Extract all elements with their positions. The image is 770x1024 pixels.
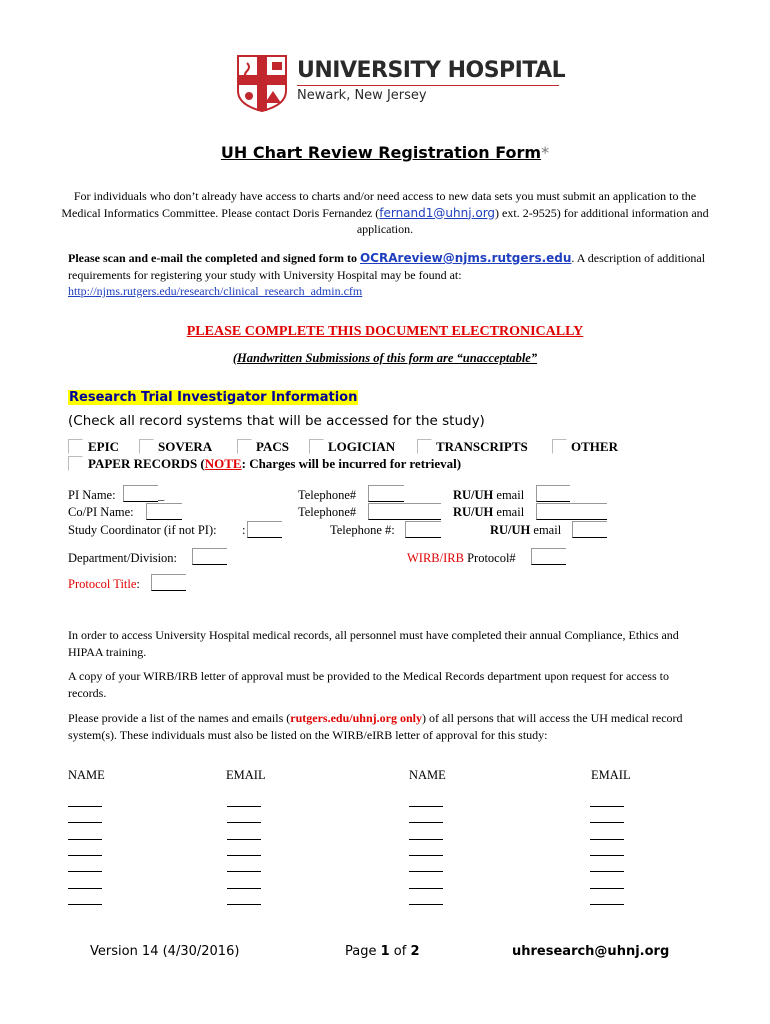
pi-email-label: RU/UH email — [453, 488, 525, 502]
handwritten-warning: (Handwritten Submissions of this form are “unacceptable” — [232, 351, 538, 365]
submit-email-link[interactable]: OCRAreview@njms.rutgers.edu — [359, 251, 572, 265]
hospital-emblem-icon — [235, 53, 289, 113]
email-line-1[interactable] — [227, 822, 261, 823]
allowed-domains: rutgers.edu/uhnj.org only — [290, 711, 422, 725]
copi-name-label: Co/PI Name: — [68, 505, 134, 519]
form-title-text: UH Chart Review Registration Form — [220, 143, 542, 162]
form-title-asterisk: * — [541, 143, 550, 162]
email-line-1[interactable] — [227, 888, 261, 889]
name-line-1[interactable] — [68, 855, 102, 856]
footer-page-number: Page 1 of 2 — [345, 944, 420, 959]
pi-name-underscore: _ — [158, 488, 165, 502]
protocol-title-label: Protocol Title: — [68, 577, 140, 591]
training-requirement-text: In order to access University Hospital medical records, all personnel must have completed their annual Compliance, Ethics and HIPAA training. — [68, 628, 679, 659]
coordinator-telephone-field[interactable] — [405, 521, 441, 538]
pi-telephone-label: Telephone# — [298, 488, 357, 502]
email-line-2[interactable] — [590, 871, 624, 872]
email-line-1[interactable] — [227, 904, 261, 905]
form-title — [0, 143, 770, 162]
protocol-title-field[interactable] — [151, 574, 186, 591]
contact-email-link[interactable]: fernand1@uhnj.org — [379, 205, 496, 220]
protocol-number-field[interactable] — [531, 548, 566, 565]
email-line-1[interactable] — [227, 806, 261, 807]
approval-letter-text: A copy of your WIRB/IRB letter of approval must be provided to the Medical Records department upon request for access to records. — [68, 669, 669, 700]
copi-email-field[interactable] — [536, 503, 607, 520]
pi-name-field[interactable] — [123, 485, 158, 502]
coordinator-field[interactable] — [247, 521, 282, 538]
other-checkbox[interactable] — [552, 439, 567, 454]
transcripts-label: TRANSCRIPTS — [436, 439, 528, 454]
email-line-1[interactable] — [227, 871, 261, 872]
electronic-warning: PLEASE COMPLETE THIS DOCUMENT ELECTRONICALLY — [186, 324, 584, 339]
copi-email-label: RU/UH email — [453, 505, 525, 519]
intro-text-2: ) ext. 2-9525) for additional information and application. — [356, 205, 709, 236]
intro-text-1: For individuals who don’t already have access to charts and/or need access to new data sets you must submit an application to the Medical Informatics Committee. Please contact Doris Fernandez ( — [61, 189, 697, 220]
paper-records-label: PAPER RECORDS (NOTE: Charges will be incurred for retrieval) — [88, 456, 462, 471]
name-column-header-2: NAME — [409, 768, 446, 782]
name-line-1[interactable] — [68, 839, 102, 840]
intro-paragraph — [60, 188, 710, 238]
university-hospital-logo — [235, 53, 565, 113]
name-line-1[interactable] — [68, 904, 102, 905]
name-line-2[interactable] — [409, 871, 443, 872]
coordinator-email-field[interactable] — [572, 521, 607, 538]
name-line-2[interactable] — [409, 904, 443, 905]
email-line-2[interactable] — [590, 839, 624, 840]
logician-label: LOGICIAN — [328, 439, 396, 454]
submit-bold-text: Please scan and e-mail the completed and signed form to — [68, 251, 360, 265]
coordinator-telephone-label: Telephone #: — [330, 523, 395, 537]
sovera-label: SOVERA — [158, 439, 213, 454]
email-column-header-2: EMAIL — [591, 768, 631, 782]
pi-telephone-field[interactable] — [368, 485, 404, 502]
copi-telephone-label: Telephone# — [298, 505, 357, 519]
name-line-1[interactable] — [68, 822, 102, 823]
email-line-1[interactable] — [227, 839, 261, 840]
name-line-2[interactable] — [409, 888, 443, 889]
personnel-list-instructions: Please provide a list of the names and emails (rutgers.edu/uhnj.org only) of all persons that will access the UH medical record system(s). These individuals must also be listed on the WIRB/eIRB letter of approval for this study: — [68, 711, 683, 742]
name-line-1[interactable] — [68, 888, 102, 889]
pi-name-label: PI Name: — [68, 488, 116, 502]
transcripts-checkbox[interactable] — [417, 439, 432, 454]
name-line-2[interactable] — [409, 839, 443, 840]
name-line-2[interactable] — [409, 855, 443, 856]
department-field[interactable] — [192, 548, 227, 565]
footer-email: uhresearch@uhnj.org — [512, 944, 670, 959]
name-line-1[interactable] — [68, 806, 102, 807]
email-line-2[interactable] — [590, 904, 624, 905]
pi-email-field[interactable] — [536, 485, 570, 502]
email-line-2[interactable] — [590, 806, 624, 807]
footer-version: Version 14 (4/30/2016) — [90, 944, 240, 959]
paper-records-note: NOTE — [204, 456, 242, 471]
email-line-1[interactable] — [227, 855, 261, 856]
name-line-2[interactable] — [409, 806, 443, 807]
submit-instructions — [68, 250, 708, 300]
coordinator-label: Study Coordinator (if not PI): — [68, 523, 217, 537]
name-line-2[interactable] — [409, 822, 443, 823]
epic-checkbox[interactable] — [68, 439, 83, 454]
email-line-2[interactable] — [590, 822, 624, 823]
department-label: Department/Division: — [68, 551, 178, 565]
protocol-number-label: WIRB/IRB Protocol# — [407, 551, 516, 565]
copi-name-field[interactable] — [146, 503, 182, 520]
logo-divider — [297, 85, 559, 86]
epic-label: EPIC — [88, 439, 120, 454]
email-line-2[interactable] — [590, 888, 624, 889]
copi-telephone-field[interactable] — [368, 503, 441, 520]
pacs-checkbox[interactable] — [237, 439, 252, 454]
email-line-2[interactable] — [590, 855, 624, 856]
section-hint: (Check all record systems that will be accessed for the study) — [68, 413, 485, 429]
coordinator-colon: : — [242, 523, 246, 537]
coordinator-email-label: RU/UH email — [490, 523, 562, 537]
paper-records-checkbox[interactable] — [68, 456, 83, 471]
name-column-header-1: NAME — [68, 768, 105, 782]
submit-rest-text: . A description of additional requirements for registering your study with University Hospital may be found at: — [68, 251, 706, 282]
name-line-1[interactable] — [68, 871, 102, 872]
sovera-checkbox[interactable] — [139, 439, 154, 454]
section-title: Research Trial Investigator Information — [69, 390, 358, 405]
email-column-header-1: EMAIL — [226, 768, 266, 782]
pacs-label: PACS — [256, 439, 289, 454]
logo-name: UNIVERSITY HOSPITAL — [297, 58, 566, 83]
logician-checkbox[interactable] — [309, 439, 324, 454]
other-label: OTHER — [571, 439, 618, 454]
research-admin-url-link[interactable]: http://njms.rutgers.edu/research/clinical_research_admin.cfm — [68, 284, 363, 298]
logo-location: Newark, New Jersey — [297, 88, 427, 103]
